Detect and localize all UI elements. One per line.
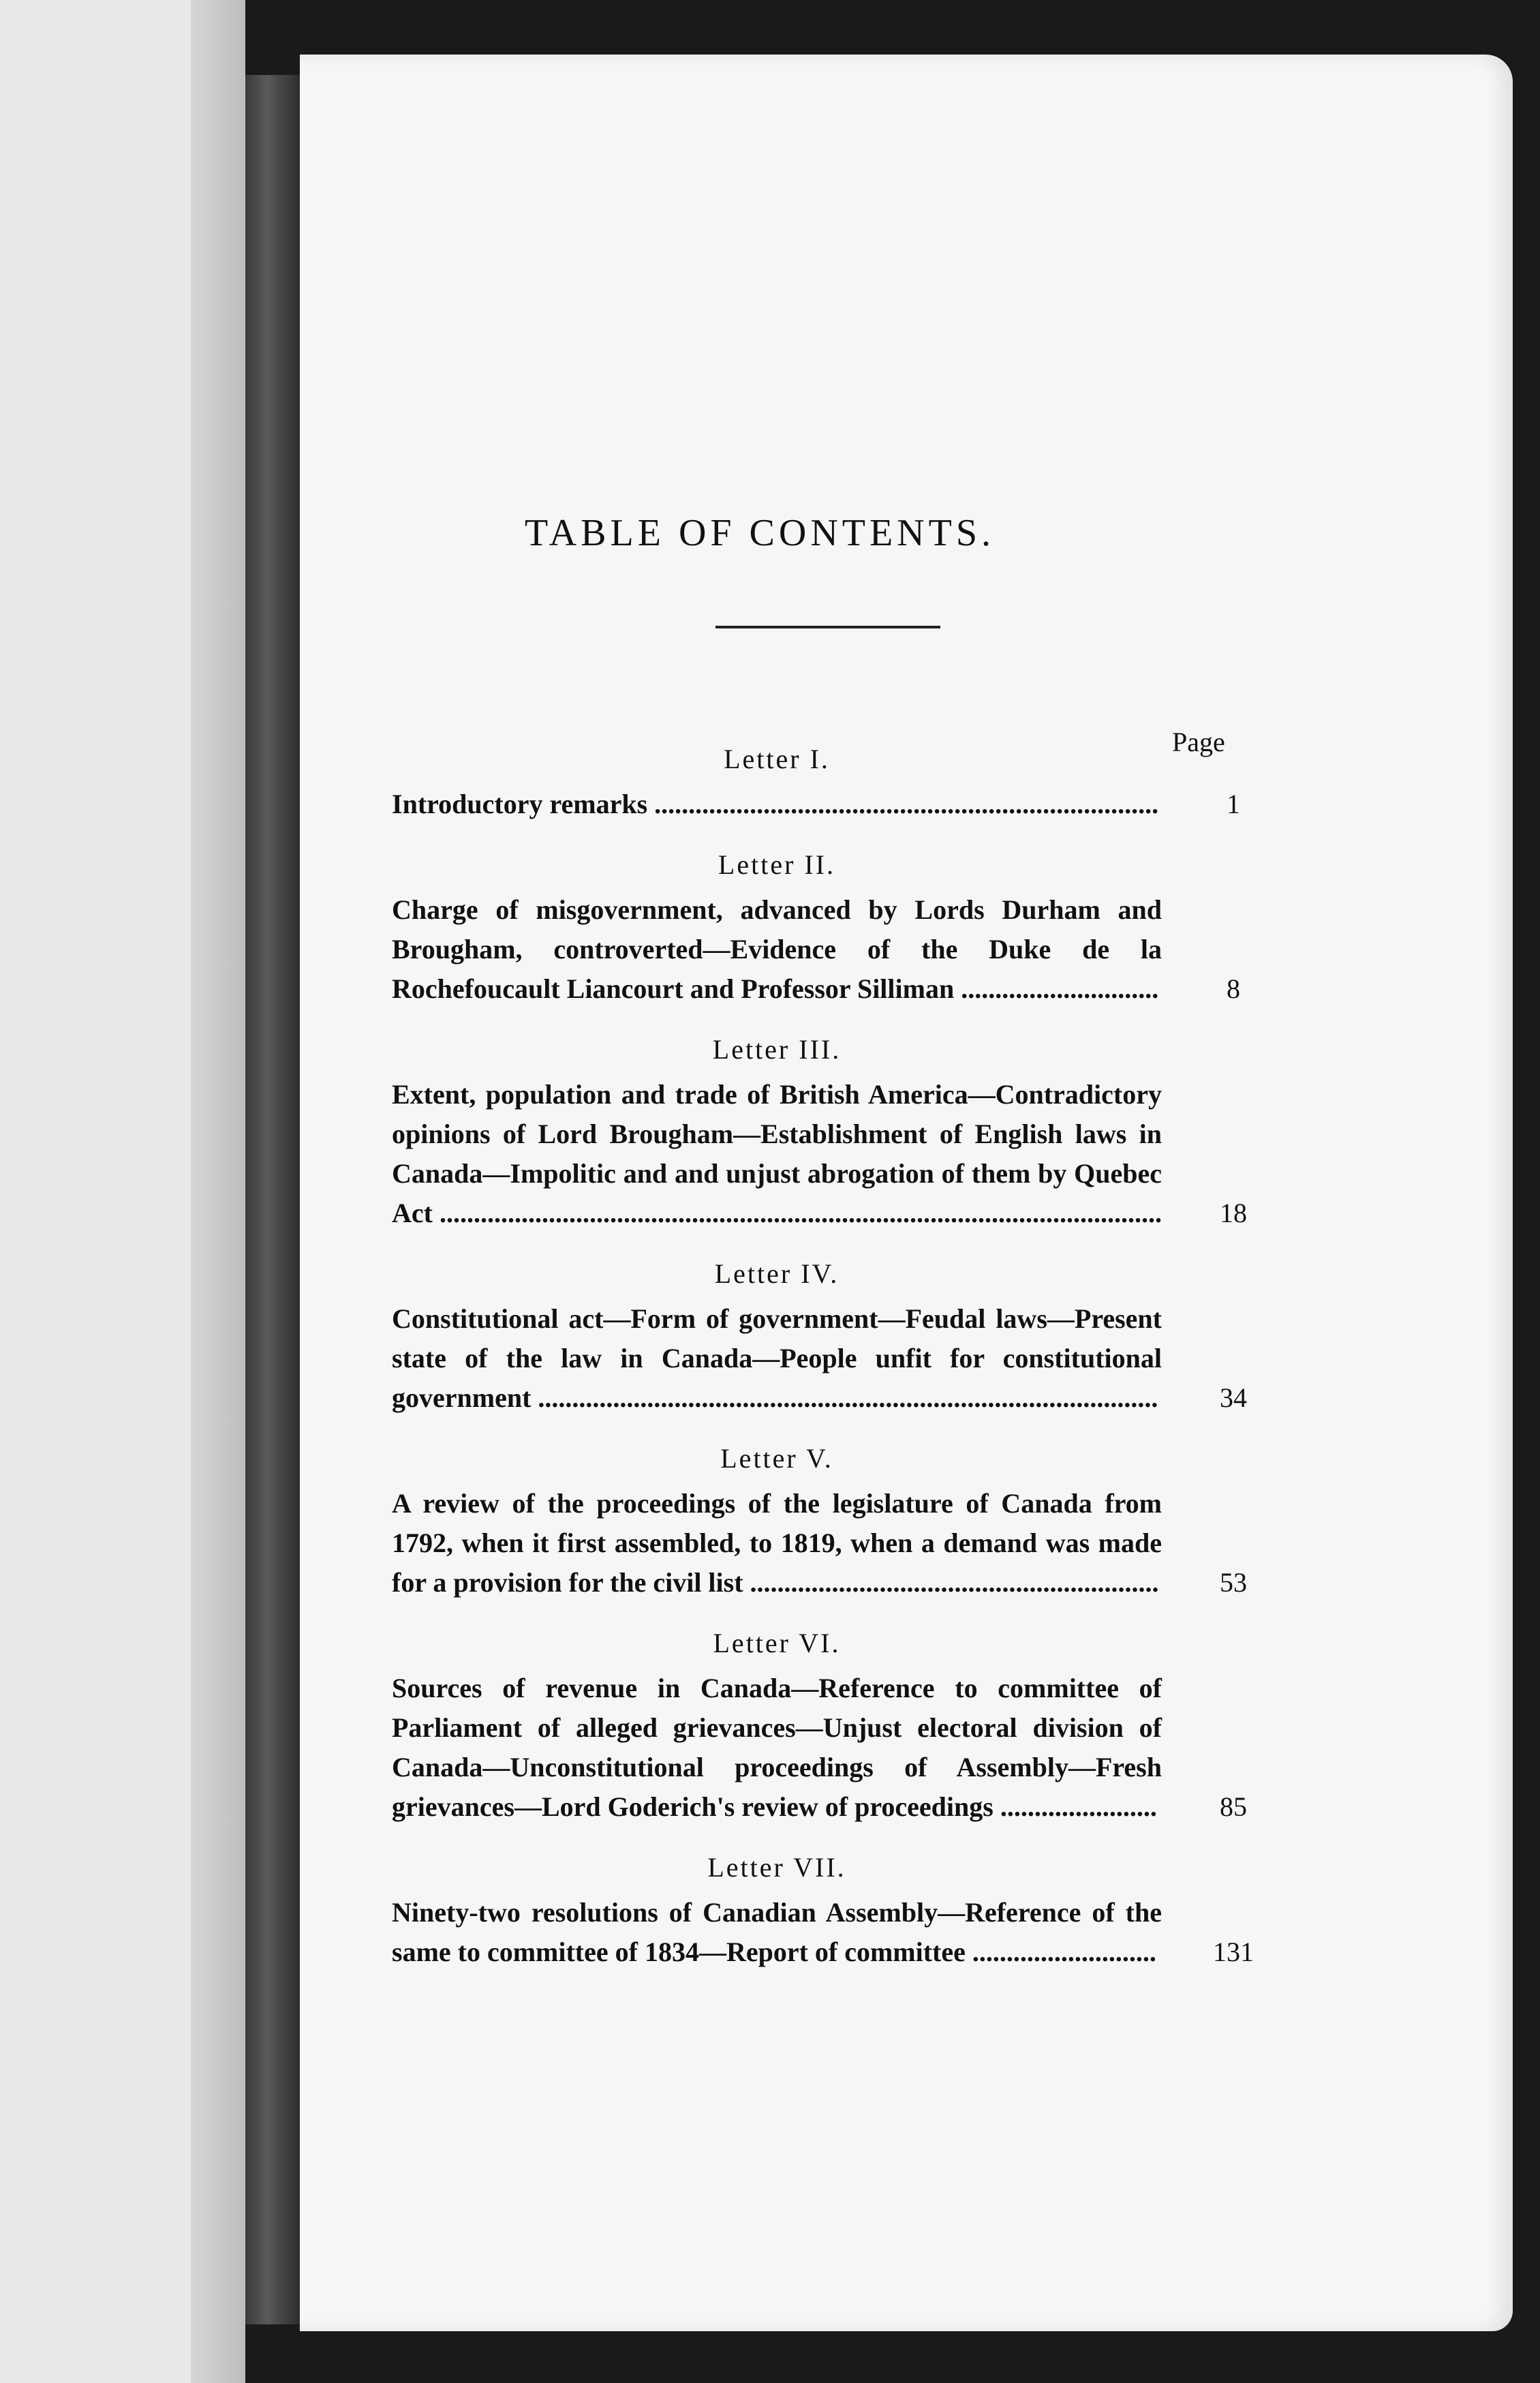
left-page-shadow [191,0,245,2383]
entry-page-number: 18 [1220,1198,1247,1228]
entry-description: Charge of misgovernment, advanced by Lords Durham and Brougham, controverted—Evidence of the Duke de la Rochefoucault Liancourt and Professor Silliman ............................. 8 [392,890,1162,1009]
entry-page-number: 1 [1227,789,1240,819]
entry-description: Constitutional act—Form of government—Feudal laws—Present state of the law in Canada—People unfit for constitutional government ........................................................................................... 34 [392,1299,1162,1418]
left-facing-page [0,0,245,2383]
entry-page-number: 53 [1220,1567,1247,1598]
toc-entry [392,1627,1359,1827]
letter-heading: Letter V. [720,1443,833,1474]
entry-description: Introductory remarks .......................................................................... 1 [392,785,1162,824]
letter-heading: Letter III. [712,1034,842,1065]
toc-list [392,743,1359,1997]
title-rule [715,626,940,628]
letter-heading: Letter IV. [714,1258,840,1289]
book-gutter [245,75,300,2324]
toc-entry [392,1851,1359,1972]
entry-description: Ninety-two resolutions of Canadian Assembly—Reference of the same to committee of 1834—Report of committee ........................... 131 [392,1893,1162,1972]
page-column-label: Page [1172,727,1225,757]
entry-page-number: 8 [1227,973,1240,1004]
contents-page [300,55,1513,2331]
letter-heading: Letter II. [718,849,836,880]
entry-page-number: 85 [1220,1791,1247,1822]
entry-description: Sources of revenue in Canada—Reference to committee of Parliament of alleged grievances—Unjust electoral division of Canada—Unconstitutional proceedings of Assembly—Fresh grievances—Lord Goderich's review of proceedings ....................... 85 [392,1669,1162,1827]
toc-entry [392,1442,1359,1603]
toc-entry [392,743,1359,824]
entry-description: Extent, population and trade of British America—Contradictory opinions of Lord Brougham—Establishment of English laws in Canada—Impolitic and and unjust abrogation of them by Quebec Act .......................................................................................................... 18 [392,1075,1162,1233]
entry-page-number: 131 [1213,1937,1254,1967]
entry-page-number: 34 [1220,1382,1247,1413]
toc-entry [392,1033,1359,1233]
page-title: TABLE OF CONTENTS. [525,512,995,554]
letter-heading: Letter I. [724,744,830,774]
toc-entry [392,1258,1359,1418]
letter-heading: Letter VII. [707,1852,846,1883]
toc-entry [392,849,1359,1009]
letter-heading: Letter VI. [713,1628,841,1658]
entry-description: A review of the proceedings of the legislature of Canada from 1792, when it first assembled, to 1819, when a demand was made for a provision for the civil list ............................................................ 53 [392,1484,1162,1603]
